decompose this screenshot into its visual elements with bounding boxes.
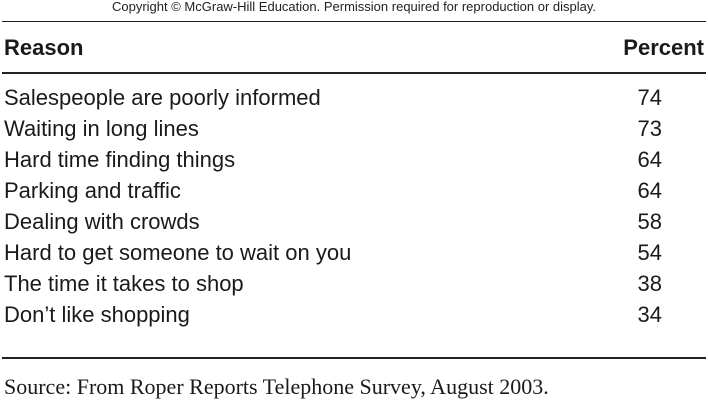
column-header-percent: Percent [623, 35, 704, 60]
row-percent: 58 [637, 209, 662, 234]
table-row [0, 299, 708, 330]
table-row [0, 175, 708, 206]
row-reason: Parking and traffic [4, 178, 181, 203]
row-percent: 74 [637, 85, 662, 110]
source-note: Source: From Roper Reports Telephone Survey, August 2003. [4, 374, 549, 399]
table-header-rule [2, 72, 706, 74]
copyright-notice: Copyright © McGraw-Hill Education. Permission required for reproduction or display. [111, 0, 597, 14]
row-percent: 34 [637, 302, 662, 327]
table-row [0, 113, 708, 144]
table-row [0, 144, 708, 175]
table-header [0, 33, 708, 63]
row-reason: Waiting in long lines [4, 116, 199, 141]
row-reason: Don’t like shopping [4, 302, 190, 327]
row-reason: Salespeople are poorly informed [4, 85, 321, 110]
row-reason: Dealing with crowds [4, 209, 200, 234]
table-row [0, 206, 708, 237]
table-body [0, 82, 708, 330]
row-percent: 54 [637, 240, 662, 265]
row-reason: Hard time finding things [4, 147, 236, 172]
table-row [0, 237, 708, 268]
row-reason: Hard to get someone to wait on you [4, 240, 352, 265]
table-row [0, 82, 708, 113]
table-bottom-rule [2, 357, 706, 359]
row-reason: The time it takes to shop [4, 271, 244, 296]
row-percent: 64 [637, 178, 662, 203]
column-header-reason: Reason [4, 35, 84, 60]
row-percent: 38 [637, 271, 662, 296]
table-top-rule [2, 21, 706, 22]
row-percent: 73 [637, 116, 662, 141]
row-percent: 64 [637, 147, 662, 172]
table-row [0, 268, 708, 299]
